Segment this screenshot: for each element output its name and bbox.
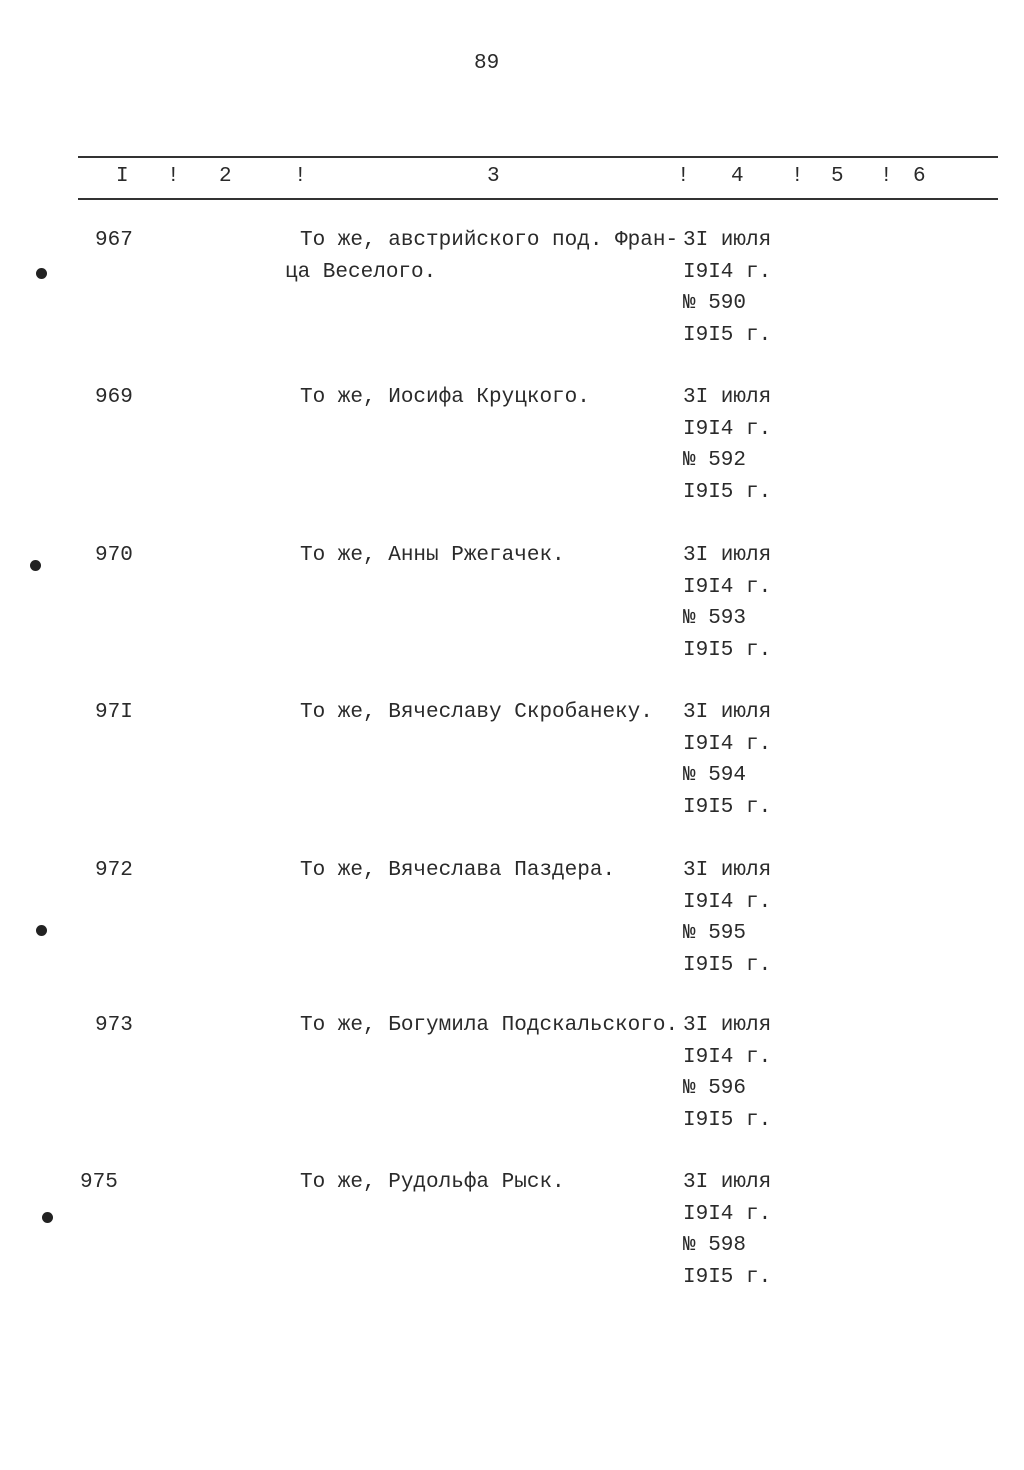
header-col-2: 2 [219,165,232,188]
entry-date: I9I5 г. [683,953,772,977]
entry-date: № 595 [683,922,747,945]
entry-date: 3I июля [683,701,772,724]
punch-hole-mark [30,560,41,571]
entry-date: I9I5 г. [683,323,772,347]
entry-description: То же, Иосифа Круцкого. [300,386,590,409]
header-separator: ! [677,165,690,188]
header-col-6: 6 [913,165,926,188]
entry-date: I9I4 г. [683,575,772,599]
header-col-3: 3 [487,165,500,188]
entry-description: То же, австрийского под. Фран- [300,229,679,252]
entry-description: То же, Анны Ржегачек. [300,544,565,567]
entry-description: То же, Вячеславу Скробанеку. [300,701,653,724]
entry-number: 967 [95,229,133,252]
punch-hole-mark [42,1212,53,1223]
page-number: 89 [474,52,500,75]
entry-description: То же, Вячеслава Паздера. [300,859,616,882]
entry-date: I9I4 г. [683,1202,772,1226]
entry-description: То же, Рудольфа Рыск. [300,1171,565,1194]
entry-number: 97I [95,701,133,724]
entry-number: 970 [95,544,133,567]
entry-number: 975 [80,1171,118,1194]
entry-date: 3I июля [683,1171,772,1194]
header-separator: ! [294,165,307,188]
entry-date: 3I июля [683,544,772,567]
entry-description: ца Веселого. [285,260,437,284]
entry-date: I9I5 г. [683,1265,772,1289]
entry-date: I9I4 г. [683,890,772,914]
entry-date: I9I5 г. [683,480,772,504]
entry-date: 3I июля [683,386,772,409]
entry-date: № 592 [683,449,747,472]
entry-date: I9I5 г. [683,1108,772,1132]
header-separator: ! [880,165,893,188]
entry-date: № 596 [683,1077,747,1100]
entry-date: № 598 [683,1234,747,1257]
header-col-4: 4 [731,165,744,188]
entry-date: I9I5 г. [683,795,772,819]
entry-number: 973 [95,1014,133,1037]
entry-date: I9I5 г. [683,638,772,662]
header-separator: ! [167,165,180,188]
entry-date: 3I июля [683,229,772,252]
entry-date: № 594 [683,764,747,787]
entry-date: 3I июля [683,1014,772,1037]
header-separator: ! [791,165,804,188]
entry-number: 969 [95,386,133,409]
entry-date: № 593 [683,607,747,630]
entry-date: I9I4 г. [683,260,772,284]
entry-date: 3I июля [683,859,772,882]
entry-number: 972 [95,859,133,882]
entry-date: № 590 [683,292,747,315]
header-top-rule [78,156,998,158]
header-bottom-rule [78,198,998,200]
entry-date: I9I4 г. [683,1045,772,1069]
entry-description: То же, Богумила Подскальского. [300,1014,679,1037]
entry-date: I9I4 г. [683,732,772,756]
header-col-5: 5 [831,165,844,188]
entry-date: I9I4 г. [683,417,772,441]
punch-hole-mark [36,268,47,279]
punch-hole-mark [36,925,47,936]
header-col-1: I [116,165,129,188]
